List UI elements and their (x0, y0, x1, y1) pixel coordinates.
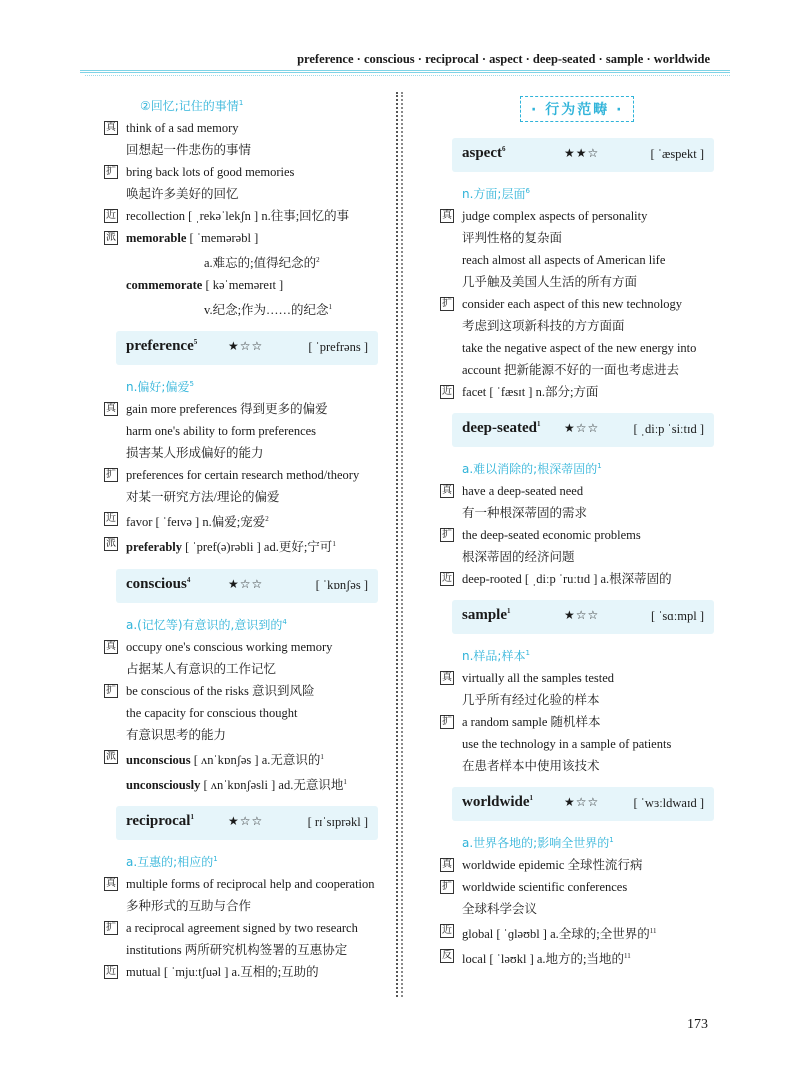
entry-line (440, 524, 730, 546)
page-number: 173 (687, 1017, 708, 1032)
entry-line (104, 658, 394, 680)
entry-line (440, 898, 730, 920)
entry-tag: 扩 (106, 166, 116, 177)
sense-aspect: n.方面;层面$^6$ (462, 187, 530, 201)
entry-line (104, 442, 394, 464)
memory-lines (104, 117, 394, 321)
entry-text: consider each aspect of this new technology (462, 297, 683, 311)
entry-line (104, 702, 394, 724)
frequency-superscript: 1 (328, 303, 333, 312)
entry-line (440, 920, 730, 945)
entry-tag: 近 (106, 513, 116, 525)
entry-tag: 反 (442, 950, 452, 962)
headword-reciprocal: reciprocal$^1$ (126, 812, 194, 829)
column-divider-inner (401, 92, 403, 997)
entry-line (440, 205, 730, 227)
frequency-superscript: 1 (343, 777, 347, 786)
entry-tag: 派 (106, 538, 116, 550)
entry-line (104, 183, 394, 205)
lines-preference (104, 398, 394, 558)
entry-line (440, 293, 730, 315)
frequency-stars: ★☆☆ (564, 421, 600, 435)
entry-line (440, 271, 730, 293)
entry-line (440, 480, 730, 502)
entry-text: have a deep-seated need (462, 484, 584, 498)
header-rule (80, 70, 730, 73)
entry-line (440, 227, 730, 249)
entry-text: [ ˈmemərəbl ] (186, 231, 259, 245)
right-column (440, 92, 730, 970)
entry-text: [ ʌnˈkɒnʃəsli ] ad.无意识地 (200, 777, 344, 792)
entry-line (104, 296, 394, 321)
entry-tag: 扩 (106, 921, 116, 933)
entry-tag: 近 (442, 573, 452, 584)
entry-text: be conscious of the risks 意识到风险 (126, 683, 315, 698)
entry-line (440, 359, 730, 381)
sense-deep-seated: a.难以消除的;根深蒂固的$^1$ (462, 462, 602, 476)
entry-tag: 扩 (442, 881, 452, 892)
derived-word: unconsciously (126, 777, 201, 792)
entry-tag: 真 (106, 640, 116, 652)
entry-tag: 真 (106, 122, 116, 133)
headword-preference: preference$^5$ (126, 338, 198, 355)
entry-line (104, 508, 394, 533)
frequency-superscript: 2 (265, 515, 269, 524)
entry-line (104, 249, 394, 274)
headword-aspect: aspect$^6$ (462, 145, 506, 161)
derived-word: preferably (126, 540, 183, 555)
lines-conscious (104, 636, 394, 796)
entry-line (104, 961, 394, 983)
entry-worldwide (452, 787, 714, 821)
entry-text: deep-rooted [ ˌdiːp ˈruːtɪd ] a.根深蒂固的 (462, 572, 672, 586)
phonetic: [ ˌdiːp ˈsiːtɪd ] (633, 422, 704, 436)
entry-line (104, 486, 394, 508)
frequency-stars: ★★☆ (564, 146, 600, 160)
entry-text: gain more preferences 得到更多的偏爱 (126, 402, 328, 417)
entry-line (440, 546, 730, 568)
sense-reciprocal: a.互惠的;相应的$^1$ (126, 854, 218, 869)
entry-text: a random sample 随机样本 (462, 715, 601, 729)
entry-text: mutual [ ˈmjuːtʃuəl ] a.互相的;互助的 (126, 964, 319, 979)
entry-tag: 扩 (106, 469, 116, 481)
entry-line (104, 895, 394, 917)
entry-preference (116, 331, 378, 365)
entry-text: institutions 两所研究机构签署的互惠协定 (126, 942, 348, 957)
entry-text: 损害某人形成偏好的能力 (126, 446, 264, 461)
entry-line (440, 689, 730, 711)
entry-text: multiple forms of reciprocal help and cooperation (126, 876, 375, 891)
entry-reciprocal (116, 806, 378, 840)
entry-line (104, 161, 394, 183)
entry-text: 评判性格的复杂面 (462, 231, 563, 245)
lines-aspect (440, 205, 730, 403)
headword-deep-seated: deep-seated$^1$ (462, 420, 541, 436)
entry-line (104, 917, 394, 939)
phonetic: [ ˈkɒnʃəs ] (315, 577, 368, 592)
entry-text: occupy one's conscious working memory (126, 639, 333, 654)
entry-text: [ ʌnˈkɒnʃəs ] a.无意识的 (190, 752, 321, 767)
entry-line (104, 939, 394, 961)
entry-line (440, 667, 730, 689)
entry-tag: 派 (106, 750, 116, 762)
entry-tag: 真 (442, 210, 452, 221)
frequency-stars: ★☆☆ (228, 813, 264, 828)
entry-conscious (116, 569, 378, 603)
entry-line (104, 227, 394, 249)
entry-text: virtually all the samples tested (462, 671, 615, 685)
entry-aspect (452, 138, 714, 172)
memory-sense: ②回忆;记住的事情$^1$ (140, 99, 244, 113)
frequency-stars: ★☆☆ (564, 608, 600, 622)
entry-tag: 扩 (106, 684, 116, 696)
sense-worldwide: a.世界各地的;影响全世界的$^1$ (462, 836, 614, 850)
phonetic: [ ˈwɜːldwaɪd ] (633, 796, 704, 810)
entry-line (104, 398, 394, 420)
entry-text: the capacity for conscious thought (126, 705, 298, 720)
entry-text: the deep-seated economic problems (462, 528, 641, 542)
frequency-superscript: 2 (316, 256, 320, 264)
phonetic: [ rɪˈsɪprəkl ] (307, 814, 368, 829)
entry-text: preferences for certain research method/theory (126, 468, 360, 483)
entry-line (440, 755, 730, 777)
entry-text: a reciprocal agreement signed by two research (126, 920, 358, 935)
lines-sample (440, 667, 730, 777)
entry-text: facet [ ˈfæsɪt ] n.部分;方面 (462, 385, 599, 399)
entry-line (104, 771, 394, 796)
entry-tag: 真 (106, 403, 116, 415)
entry-text: bring back lots of good memories (126, 165, 295, 179)
entry-line (104, 205, 394, 227)
entry-line (104, 139, 394, 161)
entry-text: 占据某人有意识的工作记忆 (126, 661, 277, 676)
entry-text: 在患者样本中使用该技术 (462, 759, 600, 773)
entry-text: account 把新能源不好的一面也考虑进去 (462, 363, 679, 377)
lines-worldwide (440, 854, 730, 970)
entry-text: 几乎触及美国人生活的所有方面 (462, 275, 638, 289)
entry-tag: 扩 (442, 298, 452, 309)
entry-text: worldwide scientific conferences (462, 880, 628, 894)
sense-conscious: a.(记忆等)有意识的,意识到的$^4$ (126, 617, 287, 632)
entry-line (440, 876, 730, 898)
entry-line (104, 873, 394, 895)
entry-text: think of a sad memory (126, 121, 239, 135)
entry-line (440, 854, 730, 876)
entry-text: judge complex aspects of personality (462, 209, 648, 223)
entry-line (104, 464, 394, 486)
entry-text: 几乎所有经过化验的样本 (462, 693, 600, 707)
lines-reciprocal (104, 873, 394, 983)
entry-text: 全球科学会议 (462, 902, 538, 916)
headword-worldwide: worldwide$^1$ (462, 794, 533, 810)
entry-line (104, 746, 394, 771)
phonetic: [ ˈæspekt ] (650, 147, 704, 161)
entry-tag: 近 (442, 925, 452, 936)
entry-text: 有一种根深蒂固的需求 (462, 506, 588, 520)
frequency-superscript: 11 (649, 927, 657, 935)
entry-line (440, 381, 730, 403)
entry-line (104, 724, 394, 746)
entry-text: global [ ˈɡləʊbl ] a.全球的;全世界的 (462, 927, 650, 942)
entry-text: 有意识思考的能力 (126, 727, 227, 742)
entry-line (440, 711, 730, 733)
entry-deep-seated (452, 413, 714, 447)
entry-line (440, 568, 730, 590)
headword-conscious: conscious$^4$ (126, 575, 191, 592)
entry-text: favor [ ˈfeɪvə ] n.偏爱;宠爱 (126, 515, 266, 530)
entry-line (440, 337, 730, 359)
entry-text: 考虑到这项新科技的方方面面 (462, 319, 625, 333)
entry-text: worldwide epidemic 全球性流行病 (462, 858, 643, 872)
derived-word: commemorate (126, 278, 203, 293)
entry-tag: 近 (106, 965, 116, 977)
entry-tag: 真 (442, 672, 452, 683)
entry-tag: 真 (442, 859, 452, 870)
page-header-keywords: preference · conscious · reciprocal · aspect · deep-seated · sample · worldwide (297, 52, 710, 66)
entry-text: 回想起一件悲伤的事情 (126, 143, 252, 157)
header-rule-dots (85, 75, 730, 76)
frequency-stars: ★☆☆ (228, 576, 264, 591)
entry-line (104, 117, 394, 139)
category-badge: · 行为范畴 · (520, 96, 634, 122)
frequency-superscript: 1 (320, 752, 324, 761)
entry-line (104, 680, 394, 702)
frequency-stars: ★☆☆ (564, 795, 600, 809)
entry-tag: 真 (442, 485, 452, 496)
entry-text: 多种形式的互助与合作 (126, 898, 252, 913)
entry-line (440, 315, 730, 337)
derived-word: memorable (126, 231, 187, 245)
entry-tag: 近 (442, 386, 452, 397)
entry-line (104, 636, 394, 658)
entry-text: [ ˈpref(ə)rəbli ] ad.更好;宁可 (182, 540, 333, 555)
entry-line (104, 420, 394, 442)
sense-preference: n.偏好;偏爱$^5$ (126, 380, 194, 395)
entry-line (440, 502, 730, 524)
entry-text: v.纪念;作为……的纪念 (204, 303, 329, 318)
derived-word: unconscious (126, 752, 191, 767)
entry-line (440, 945, 730, 970)
entry-tag: 扩 (442, 529, 452, 540)
entry-tag: 近 (106, 210, 116, 221)
frequency-stars: ★☆☆ (228, 339, 264, 354)
entry-text: 唤起许多美好的回忆 (126, 187, 239, 201)
sense-sample: n.样品;样本$^1$ (462, 649, 530, 663)
entry-text: 对某一研究方法/理论的偏爱 (126, 490, 280, 505)
entry-text: 根深蒂固的经济问题 (462, 550, 575, 564)
phonetic: [ ˈsɑːmpl ] (650, 609, 704, 623)
entry-line (440, 733, 730, 755)
entry-sample (452, 600, 714, 634)
left-column (104, 92, 394, 983)
entry-tag: 真 (106, 877, 116, 889)
entry-tag: 派 (106, 232, 116, 243)
entry-text: local [ ˈləʊkl ] a.地方的;当地的 (462, 952, 625, 967)
phonetic: [ ˈprefrəns ] (308, 340, 368, 355)
entry-text: use the technology in a sample of patients (462, 737, 672, 751)
headword-sample: sample$^1$ (462, 607, 511, 623)
lines-deep-seated (440, 480, 730, 590)
frequency-superscript: 11 (624, 952, 631, 961)
entry-tag: 扩 (442, 716, 452, 727)
entry-line (104, 274, 394, 296)
entry-text: a.难忘的;值得纪念的 (204, 256, 317, 271)
entry-line (104, 533, 394, 558)
entry-text: take the negative aspect of the new energy into (462, 341, 697, 355)
entry-text: [ kəˈmeməreɪt ] (202, 278, 284, 293)
entry-text: reach almost all aspects of American life (462, 253, 666, 267)
entry-line (440, 249, 730, 271)
frequency-superscript: 1 (332, 540, 336, 549)
entry-text: harm one's ability to form preferences (126, 424, 317, 439)
entry-text: recollection [ ˌrekəˈlekʃn ] n.往事;回忆的事 (126, 209, 350, 223)
